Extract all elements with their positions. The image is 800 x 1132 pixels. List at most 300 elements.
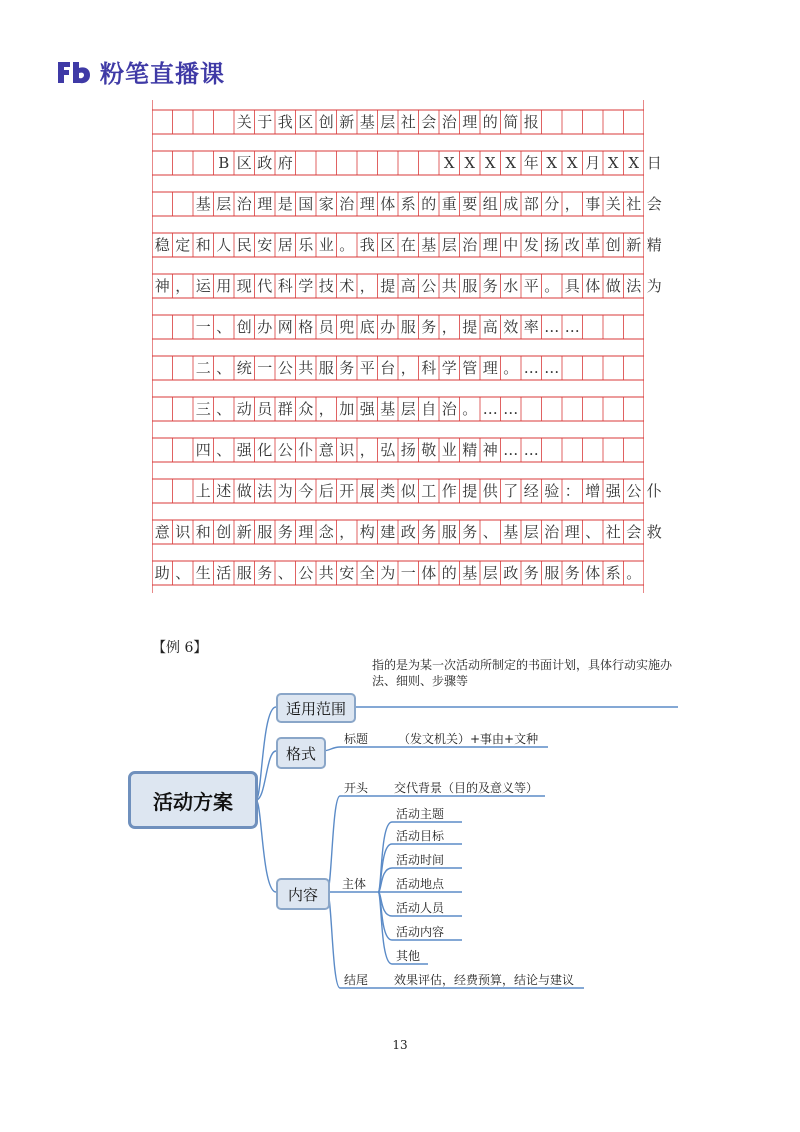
grid-char: 、 xyxy=(216,318,232,336)
grid-char: 用 xyxy=(216,277,232,295)
brand-logo xyxy=(56,54,225,89)
grid-char: X xyxy=(443,154,455,172)
grid-char: 基 xyxy=(380,400,396,418)
grid-char: 层 xyxy=(400,400,416,418)
grid-char: 和 xyxy=(195,236,211,254)
grid-char: 助 xyxy=(154,564,170,582)
grid-char: 扬 xyxy=(400,441,416,459)
grid-char: 服 xyxy=(544,564,560,582)
grid-char xyxy=(398,151,419,175)
grid-char: … xyxy=(544,318,560,336)
grid-char: 四 xyxy=(195,441,211,459)
body-item: 活动人员 xyxy=(396,901,445,915)
grid-char: 运 xyxy=(195,277,211,295)
grid-char: 代 xyxy=(257,277,273,295)
grid-char: 区 xyxy=(380,236,396,254)
grid-char: 年 xyxy=(523,154,539,172)
grid-char: 体 xyxy=(585,277,601,295)
grid-char: 提 xyxy=(462,482,478,500)
grid-char: 精 xyxy=(462,441,478,459)
grid-char: 服 xyxy=(257,523,273,541)
grid-char: 创 xyxy=(216,523,232,541)
grid-char: 系 xyxy=(605,564,621,582)
grid-char: 的 xyxy=(421,195,437,213)
grid-char: 区 xyxy=(298,113,314,131)
example-label: 【例 6】 xyxy=(152,640,208,656)
grid-char: 办 xyxy=(380,318,396,336)
grid-row xyxy=(152,315,644,339)
grid-char: 理 xyxy=(482,359,498,377)
grid-char: 公 xyxy=(277,359,293,377)
grid-char: 提 xyxy=(380,277,396,295)
grid-char: 新 xyxy=(236,523,252,541)
grid-char: 共 xyxy=(298,359,314,377)
grid-char: … xyxy=(482,400,498,418)
grid-char: 务 xyxy=(462,523,478,541)
body-item: 活动内容 xyxy=(396,925,445,939)
grid-char: 府 xyxy=(277,154,293,172)
grid-char: 理 xyxy=(359,195,375,213)
grid-char xyxy=(173,438,194,462)
grid-char: 系 xyxy=(400,195,416,213)
grid-char: 平 xyxy=(523,277,539,295)
grid-char: 展 xyxy=(359,482,375,500)
grid-char: 稳 xyxy=(154,236,170,254)
grid-char: ， xyxy=(318,400,334,418)
grid-char: 开 xyxy=(339,482,355,500)
grid-char xyxy=(152,151,173,175)
grid-char: 体 xyxy=(421,564,437,582)
grid-char: 理 xyxy=(298,523,314,541)
grid-char: 基 xyxy=(462,564,478,582)
grid-char xyxy=(173,110,194,134)
grid-char: 台 xyxy=(380,359,396,377)
grid-char: 治 xyxy=(462,236,478,254)
grid-char: 统 xyxy=(236,359,252,377)
grid-char: 公 xyxy=(421,277,437,295)
grid-char: ， xyxy=(564,195,580,213)
grid-char: 格 xyxy=(298,318,314,336)
grid-row xyxy=(152,561,644,585)
grid-char: 似 xyxy=(400,482,416,500)
grid-char xyxy=(173,151,194,175)
grid-char: … xyxy=(503,441,519,459)
grid-char xyxy=(152,479,173,503)
grid-char: 述 xyxy=(216,482,232,500)
grid-char xyxy=(173,479,194,503)
grid-char: 法 xyxy=(626,277,642,295)
grid-row xyxy=(152,233,662,257)
grid-char: … xyxy=(564,318,580,336)
grid-char xyxy=(152,356,173,380)
mind-map xyxy=(0,655,800,1000)
grid-char: X xyxy=(505,154,517,172)
grid-char xyxy=(152,110,173,134)
grid-char: X xyxy=(484,154,496,172)
grid-char: 定 xyxy=(175,236,191,254)
grid-char: 法 xyxy=(257,482,273,500)
grid-char xyxy=(419,151,440,175)
grid-char xyxy=(214,110,235,134)
grid-char: ， xyxy=(175,277,191,295)
grid-char: 的 xyxy=(482,113,498,131)
grid-char: 做 xyxy=(605,277,621,295)
grid-char: 神 xyxy=(154,277,170,295)
grid-char xyxy=(316,151,337,175)
grid-char: 科 xyxy=(277,277,293,295)
grid-char: 共 xyxy=(318,564,334,582)
grid-char: 了 xyxy=(503,482,519,500)
grid-char: 平 xyxy=(359,359,375,377)
grid-char: 技 xyxy=(318,277,334,295)
grid-char: 理 xyxy=(257,195,273,213)
grid-char: 要 xyxy=(462,195,478,213)
grid-char: 关 xyxy=(236,113,252,131)
grid-char: ， xyxy=(400,359,416,377)
grid-char: 念 xyxy=(318,523,334,541)
grid-char: 、 xyxy=(216,359,232,377)
branch-content: 内容 xyxy=(276,878,330,910)
grid-char: 务 xyxy=(482,277,498,295)
grid-char: 。 xyxy=(544,277,560,295)
grid-char: 政 xyxy=(400,523,416,541)
grid-char xyxy=(173,356,194,380)
grid-char: 一 xyxy=(257,359,273,377)
grid-char: 员 xyxy=(257,400,273,418)
grid-char: 务 xyxy=(523,564,539,582)
grid-char: 层 xyxy=(523,523,539,541)
scope-description: 指的是为某一次活动所制定的书面计划，具体行动实施办法、细则、步骤等 xyxy=(372,658,673,688)
grid-char: 活 xyxy=(216,564,232,582)
grid-row xyxy=(152,520,662,544)
grid-char: 建 xyxy=(380,523,396,541)
grid-row xyxy=(152,397,644,421)
grid-char: 学 xyxy=(441,359,457,377)
grid-char: … xyxy=(503,400,519,418)
grid-char: 做 xyxy=(236,482,252,500)
grid-char: ， xyxy=(359,277,375,295)
grid-char xyxy=(173,315,194,339)
brand-name: 粉笔直播课 xyxy=(100,60,225,88)
grid-char: 强 xyxy=(236,441,252,459)
grid-char: 加 xyxy=(339,400,355,418)
grid-char: 安 xyxy=(257,236,273,254)
grid-char: 验 xyxy=(544,482,560,500)
grid-char: 分 xyxy=(544,195,560,213)
grid-char: 组 xyxy=(482,195,498,213)
grid-char: X xyxy=(607,154,619,172)
grid-char: 日 xyxy=(646,154,662,172)
grid-char: 会 xyxy=(626,523,642,541)
grid-char: 经 xyxy=(523,482,539,500)
grid-char: 、 xyxy=(175,564,191,582)
grid-char: 。 xyxy=(462,400,478,418)
grid-char: 作 xyxy=(441,482,457,500)
grid-char: 服 xyxy=(236,564,252,582)
grid-char: 强 xyxy=(605,482,621,500)
grid-char: 事 xyxy=(585,195,601,213)
grid-char: 务 xyxy=(564,564,580,582)
grid-char: 改 xyxy=(564,236,580,254)
grid-char: 服 xyxy=(400,318,416,336)
grid-char: 、 xyxy=(216,441,232,459)
grid-char: 层 xyxy=(441,236,457,254)
grid-char: 今 xyxy=(298,482,314,500)
page-number: 13 xyxy=(392,1038,408,1052)
grid-char: 重 xyxy=(441,195,457,213)
grid-char: 部 xyxy=(523,195,539,213)
grid-char: 高 xyxy=(400,277,416,295)
grid-char: 公 xyxy=(277,441,293,459)
grid-char: X xyxy=(464,154,476,172)
grid-char xyxy=(173,192,194,216)
grid-char xyxy=(173,397,194,421)
grid-char: 供 xyxy=(482,482,498,500)
grid-char: 为 xyxy=(646,277,662,295)
grid-char: 业 xyxy=(441,441,457,459)
body-item: 活动地点 xyxy=(396,877,445,891)
grid-char: 创 xyxy=(236,318,252,336)
grid-row xyxy=(152,356,644,380)
grid-char: 政 xyxy=(257,154,273,172)
grid-char xyxy=(378,151,399,175)
grid-char xyxy=(152,397,173,421)
grid-char: 发 xyxy=(523,236,539,254)
grid-char: 提 xyxy=(462,318,478,336)
grid-char: 水 xyxy=(503,277,519,295)
grid-char: ： xyxy=(564,482,580,500)
grid-char: 治 xyxy=(441,400,457,418)
grid-char: 救 xyxy=(646,523,662,541)
grid-char: 基 xyxy=(359,113,375,131)
grid-char: 新 xyxy=(339,113,355,131)
grid-char: 乐 xyxy=(298,236,314,254)
grid-char: 共 xyxy=(441,277,457,295)
grid-char: 高 xyxy=(482,318,498,336)
grid-char: 二 xyxy=(195,359,211,377)
grid-char: … xyxy=(523,359,539,377)
grid-char: 政 xyxy=(503,564,519,582)
grid-char: 务 xyxy=(257,564,273,582)
grid-char: 学 xyxy=(298,277,314,295)
grid-char: 为 xyxy=(277,482,293,500)
grid-char: 弘 xyxy=(380,441,396,459)
grid-char xyxy=(152,315,173,339)
grid-char: 后 xyxy=(318,482,334,500)
grid-row xyxy=(152,274,662,298)
grid-row xyxy=(152,438,644,462)
grid-char: 意 xyxy=(318,441,334,459)
body-item: 其他 xyxy=(396,949,421,963)
grid-char: 会 xyxy=(646,195,662,213)
grid-char: 、 xyxy=(482,523,498,541)
grid-char: … xyxy=(523,441,539,459)
grid-char: 全 xyxy=(359,564,375,582)
grid-char: 和 xyxy=(195,523,211,541)
grid-char: 科 xyxy=(421,359,437,377)
grid-char: 管 xyxy=(462,359,478,377)
grid-char: 、 xyxy=(216,400,232,418)
grid-char: 办 xyxy=(257,318,273,336)
grid-char: 构 xyxy=(359,523,375,541)
grid-char: ， xyxy=(359,441,375,459)
grid-char xyxy=(193,151,214,175)
format-title-label: 标题 xyxy=(344,732,369,746)
grid-char: 网 xyxy=(277,318,293,336)
body-item: 活动目标 xyxy=(396,829,445,843)
grid-char: ， xyxy=(441,318,457,336)
grid-char: 员 xyxy=(318,318,334,336)
grid-char: 理 xyxy=(462,113,478,131)
grid-char: 民 xyxy=(236,236,252,254)
grid-char: 区 xyxy=(236,154,252,172)
grid-char: 理 xyxy=(564,523,580,541)
grid-char: 是 xyxy=(277,195,293,213)
body-item: 活动时间 xyxy=(396,853,445,867)
grid-char: 社 xyxy=(605,523,621,541)
grid-char xyxy=(337,151,358,175)
grid-char: ， xyxy=(339,523,355,541)
content-ending-label: 结尾 xyxy=(344,973,369,987)
grid-char: 、 xyxy=(585,523,601,541)
grid-char: 意 xyxy=(154,523,170,541)
grid-char: … xyxy=(544,359,560,377)
grid-char: 业 xyxy=(318,236,334,254)
grid-char: 基 xyxy=(421,236,437,254)
grid-char: 于 xyxy=(257,113,273,131)
grid-char: 类 xyxy=(380,482,396,500)
grid-char: 识 xyxy=(175,523,191,541)
grid-char: 治 xyxy=(441,113,457,131)
grid-char: 生 xyxy=(195,564,211,582)
grid-char: 术 xyxy=(339,277,355,295)
grid-char: 具 xyxy=(564,277,580,295)
grid-char: 会 xyxy=(421,113,437,131)
grid-char xyxy=(152,192,173,216)
grid-char: 社 xyxy=(626,195,642,213)
grid-char: 。 xyxy=(626,564,642,582)
grid-char xyxy=(193,110,214,134)
grid-char: 众 xyxy=(298,400,314,418)
grid-char: 层 xyxy=(482,564,498,582)
grid-char: 精 xyxy=(646,236,662,254)
grid-char: 层 xyxy=(380,113,396,131)
grid-char: X xyxy=(566,154,578,172)
grid-row xyxy=(152,479,662,503)
grid-char: 务 xyxy=(421,523,437,541)
grid-char: 国 xyxy=(298,195,314,213)
grid-char: 安 xyxy=(339,564,355,582)
grid-char: 现 xyxy=(236,277,252,295)
grid-char: 服 xyxy=(462,277,478,295)
grid-row xyxy=(152,110,644,134)
grid-char: 务 xyxy=(339,359,355,377)
grid-char: 社 xyxy=(400,113,416,131)
grid-char: 仆 xyxy=(646,482,662,500)
content-opening-label: 开头 xyxy=(344,781,369,795)
grid-char: 我 xyxy=(359,236,375,254)
grid-char: 服 xyxy=(318,359,334,377)
grid-char: 识 xyxy=(339,441,355,459)
grid-char: 在 xyxy=(400,236,416,254)
grid-char: 仆 xyxy=(298,441,314,459)
grid-char: X xyxy=(546,154,558,172)
grid-char: 治 xyxy=(544,523,560,541)
grid-char: 层 xyxy=(216,195,232,213)
grid-row xyxy=(152,192,662,216)
grid-char: 效 xyxy=(503,318,519,336)
grid-char xyxy=(357,151,378,175)
grid-char: 简 xyxy=(503,113,519,131)
grid-char: 体 xyxy=(380,195,396,213)
grid-char: 人 xyxy=(216,236,232,254)
grid-char: 敬 xyxy=(421,441,437,459)
grid-char: 底 xyxy=(359,318,375,336)
grid-char: 上 xyxy=(195,482,211,500)
body-item: 活动主题 xyxy=(396,807,445,821)
grid-char: 治 xyxy=(339,195,355,213)
grid-char xyxy=(152,438,173,462)
grid-char: 务 xyxy=(277,523,293,541)
grid-char: 公 xyxy=(626,482,642,500)
grid-char: 自 xyxy=(421,400,437,418)
grid-char: 服 xyxy=(441,523,457,541)
grid-char: 率 xyxy=(523,318,539,336)
content-opening-desc: 交代背景（目的及意义等） xyxy=(394,781,539,795)
grid-char: 群 xyxy=(277,400,293,418)
grid-char: 化 xyxy=(257,441,273,459)
fb-logo-icon xyxy=(56,59,92,85)
grid-char: 治 xyxy=(236,195,252,213)
grid-char: 神 xyxy=(482,441,498,459)
grid-char: 公 xyxy=(298,564,314,582)
mind-map-root: 活动方案 xyxy=(128,771,258,829)
manuscript-grid xyxy=(152,100,662,593)
grid-char: 新 xyxy=(626,236,642,254)
format-title-desc: （发文机关）+事由+文种 xyxy=(398,732,539,746)
content-ending-desc: 效果评估，经费预算，结论与建议 xyxy=(394,973,575,987)
grid-char: 兜 xyxy=(339,318,355,336)
grid-char: 的 xyxy=(441,564,457,582)
grid-char: 中 xyxy=(503,236,519,254)
grid-char: 强 xyxy=(359,400,375,418)
grid-char: 一 xyxy=(400,564,416,582)
grid-char: 创 xyxy=(605,236,621,254)
grid-char: 基 xyxy=(195,195,211,213)
grid-char: 基 xyxy=(503,523,519,541)
grid-char: 动 xyxy=(236,400,252,418)
grid-char: 我 xyxy=(277,113,293,131)
grid-char: 家 xyxy=(318,195,334,213)
grid-char: 务 xyxy=(421,318,437,336)
grid-char: 。 xyxy=(339,236,355,254)
branch-scope: 适用范围 xyxy=(276,693,356,723)
grid-char: 关 xyxy=(605,195,621,213)
content-body-label: 主体 xyxy=(342,877,367,891)
grid-char: 扬 xyxy=(544,236,560,254)
grid-char: 、 xyxy=(277,564,293,582)
grid-char: 理 xyxy=(482,236,498,254)
grid-char: 工 xyxy=(421,482,437,500)
grid-char: 报 xyxy=(523,113,539,131)
grid-char: 为 xyxy=(380,564,396,582)
grid-char: 居 xyxy=(277,236,293,254)
grid-char: 月 xyxy=(585,154,601,172)
branch-format: 格式 xyxy=(276,737,326,769)
grid-row xyxy=(152,151,662,175)
grid-char: 。 xyxy=(503,359,519,377)
grid-char: 增 xyxy=(585,482,601,500)
